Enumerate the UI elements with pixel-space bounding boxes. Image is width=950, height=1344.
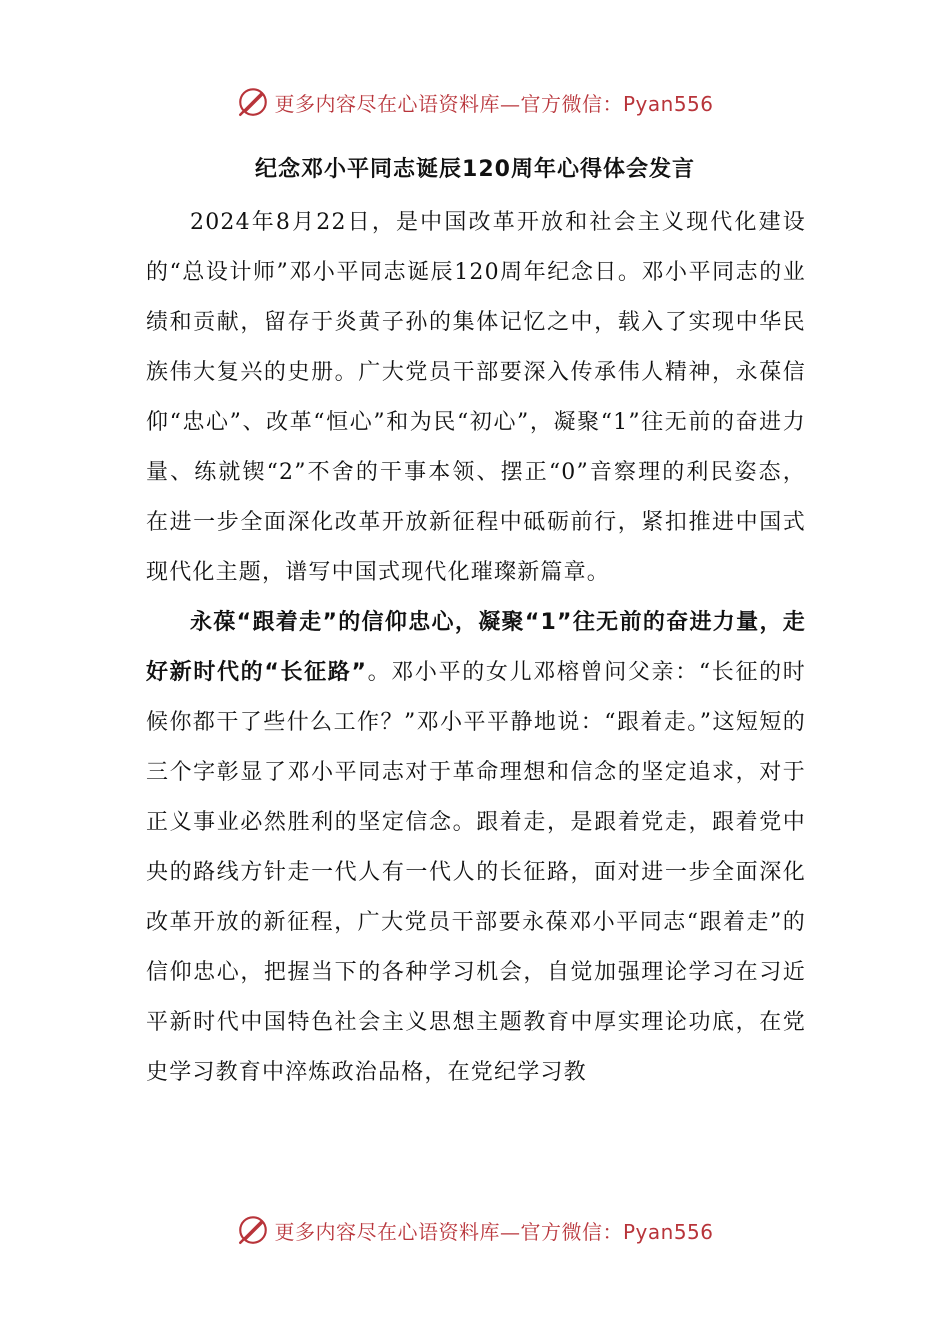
document-title: 纪念邓小平同志诞辰120周年心得体会发言 bbox=[255, 157, 695, 182]
paragraph-section-1 bbox=[146, 598, 806, 1098]
watermark-text bbox=[274, 88, 713, 117]
wechat-id: Pyan556 bbox=[622, 91, 714, 116]
watermark-label: 更多内容尽在心语资料库—官方微信： bbox=[274, 1219, 623, 1244]
paragraph-intro: 2024年8月22日，是中国改革开放和社会主义现代化建设的“总设计师”邓小平同志诞辰120周年纪念日。邓小平同志的业绩和贡献，留存于炎黄子孙的集体记忆之中，载入了实现中华民族伟大复兴的史册。广大党员干部要深入传承伟人精神，永葆信仰“忠心”、改革“恒心”和为民“初心”，凝聚“1”往无前的奋进力量、练就锲“2”不舍的干事本领、摆正“0”音察理的利民姿态，在进一步全面深化改革开放新征程中砥砺前行，紧扣推进中国式现代化主题，谱写中国式现代化璀璨新篇章。 bbox=[146, 210, 806, 585]
watermark-text bbox=[274, 1216, 713, 1245]
header-watermark-banner bbox=[0, 84, 950, 120]
wechat-id: Pyan556 bbox=[622, 1219, 714, 1244]
section-heading: 永葆“跟着走”的信仰忠心，凝聚“1”往无前的奋进力量，走好新时代的“长征路” bbox=[146, 610, 806, 685]
document-body bbox=[146, 198, 806, 1098]
section-body: 。邓小平的女儿邓榕曾问父亲：“长征的时候你都干了些什么工作？”邓小平平静地说：“跟着走。”这短短的三个字彰显了邓小平同志对于革命理想和信念的坚定追求，对于正义事业必然胜利的坚定信念。跟着走，是跟着党走，跟着党中央的路线方针走一代人有一代人的长征路，面对进一步全面深化改革开放的新征程，广大党员干部要永葆邓小平同志“跟着走”的信仰忠心，把握当下的各种学习机会，自觉加强理论学习在习近平新时代中国特色社会主义思想主题教育中厚实理论功底，在党史学习教育中淬炼政治品格，在党纪学习教 bbox=[146, 660, 806, 1085]
pen-seal-logo-icon bbox=[236, 1213, 270, 1247]
pen-seal-logo-icon bbox=[236, 85, 270, 119]
watermark-label: 更多内容尽在心语资料库—官方微信： bbox=[274, 91, 623, 116]
footer-watermark-banner bbox=[0, 1212, 950, 1248]
